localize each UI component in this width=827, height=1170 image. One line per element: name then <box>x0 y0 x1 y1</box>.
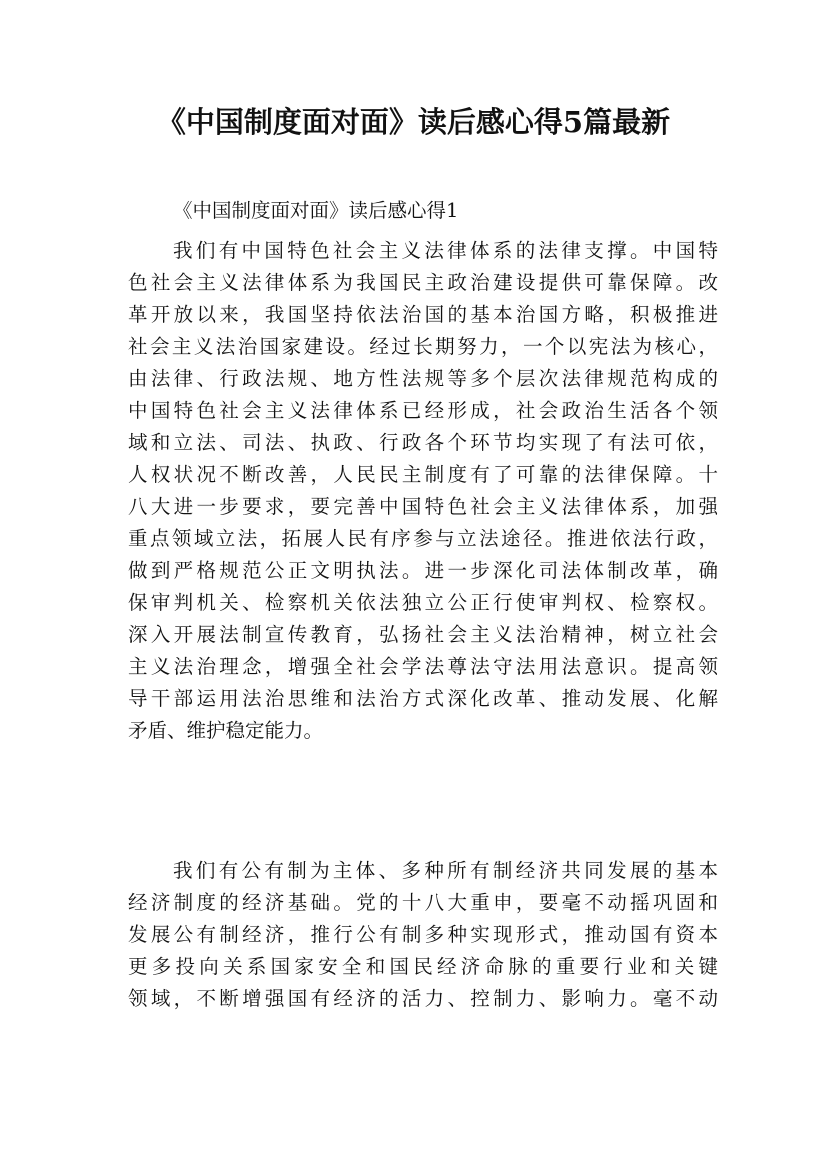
paragraph-1 <box>128 235 718 747</box>
paragraph-line: 由法律、行政法规、地方性法规等多个层次法律规范构成的 <box>128 367 718 390</box>
paragraph-line: 经济制度的经济基础。党的十八大重申，要毫不动摇巩固和 <box>128 891 718 914</box>
paragraph-line: 色社会主义法律体系为我国民主政治建设提供可靠保障。改 <box>128 271 718 294</box>
paragraph-line: 矛盾、维护稳定能力。 <box>128 719 324 742</box>
paragraph-line: 更多投向关系国家安全和国民经济命脉的重要行业和关键 <box>128 955 718 978</box>
paragraph-line: 中国特色社会主义法律体系已经形成，社会政治生活各个领 <box>128 399 718 422</box>
section-heading: 《中国制度面对面》读后感心得1 <box>173 199 459 222</box>
paragraph-line: 发展公有制经济，推行公有制多种实现形式，推动国有资本 <box>128 923 718 946</box>
paragraph-line: 主义法治理念，增强全社会学法尊法守法用法意识。提高领 <box>128 655 718 678</box>
paragraph-2 <box>128 855 718 1015</box>
paragraph-line: 保审判机关、检察机关依法独立公正行使审判权、检察权。 <box>128 591 718 614</box>
paragraph-line: 社会主义法治国家建设。经过长期努力，一个以宪法为核心， <box>128 335 718 358</box>
paragraph-line: 八大进一步要求，要完善中国特色社会主义法律体系，加强 <box>128 495 718 518</box>
paragraph-line: 我们有中国特色社会主义法律体系的法律支撑。中国特 <box>173 239 718 262</box>
paragraph-line: 重点领域立法，拓展人民有序参与立法途径。推进依法行政， <box>128 527 718 550</box>
paragraph-line: 做到严格规范公正文明执法。进一步深化司法体制改革，确 <box>128 559 718 582</box>
paragraph-line: 领域，不断增强国有经济的活力、控制力、影响力。毫不动 <box>128 987 718 1010</box>
paragraph-line: 革开放以来，我国坚持依法治国的基本治国方略，积极推进 <box>128 303 718 326</box>
paragraph-line: 导干部运用法治思维和法治方式深化改革、推动发展、化解 <box>128 687 718 710</box>
paragraph-line: 深入开展法制宣传教育，弘扬社会主义法治精神，树立社会 <box>128 623 718 646</box>
paragraph-line: 我们有公有制为主体、多种所有制经济共同发展的基本 <box>173 859 718 882</box>
paragraph-line: 域和立法、司法、执政、行政各个环节均实现了有法可依， <box>128 431 718 454</box>
paragraph-line: 人权状况不断改善，人民民主制度有了可靠的法律保障。十 <box>128 463 718 486</box>
document-title: 《中国制度面对面》读后感心得5篇最新 <box>156 105 671 139</box>
